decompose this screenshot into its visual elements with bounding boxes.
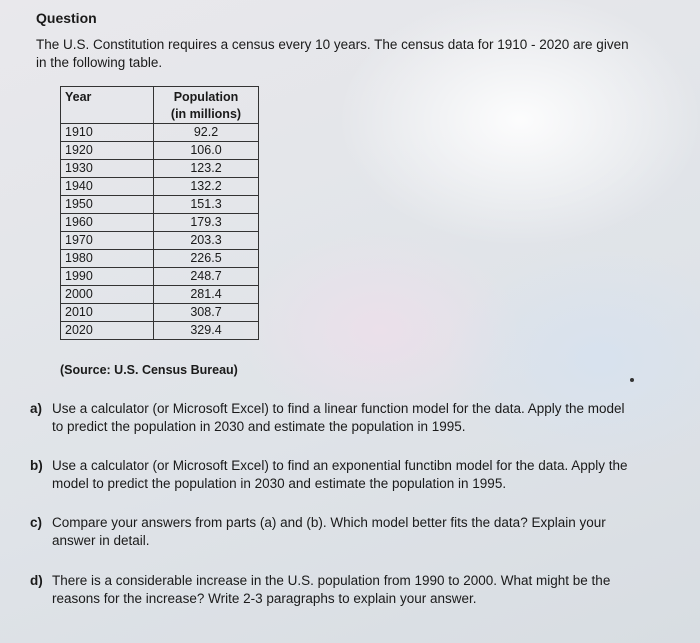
part-c-letter: c) (30, 515, 43, 530)
year-cell: 1960 (61, 214, 154, 232)
population-cell: 132.2 (154, 178, 259, 196)
question-intro: The U.S. Constitution requires a census every 10 years. The census data for 1910 - 2020 are given in the following table. (36, 37, 629, 70)
question-title: Question (36, 10, 97, 26)
table-row (61, 250, 259, 268)
population-header (154, 87, 259, 124)
population-cell: 248.7 (154, 268, 259, 286)
part-c (30, 514, 630, 550)
part-d-text: There is a considerable increase in the U.S. population from 1990 to 2000. What might be the reasons for the increase? Write 2-3 paragraphs to explain your answer. (52, 573, 611, 606)
table-row (61, 304, 259, 322)
population-header-line1: Population (173, 90, 239, 104)
part-b-text: Use a calculator (or Microsoft Excel) to find an exponential functibn model for the data. Apply the model to predict the population in 2030 and estimate the population in 1995. (52, 458, 628, 491)
table-source: (Source: U.S. Census Bureau) (60, 363, 238, 377)
part-c-text: Compare your answers from parts (a) and (b). Which model better fits the data? Explain your answer in detail. (52, 515, 606, 548)
population-cell: 226.5 (154, 250, 259, 268)
year-cell: 1930 (61, 160, 154, 178)
table-row (61, 124, 259, 142)
population-cell: 179.3 (154, 214, 259, 232)
table-row (61, 286, 259, 304)
year-cell: 1990 (61, 268, 154, 286)
population-cell: 329.4 (154, 322, 259, 340)
year-cell: 1920 (61, 142, 154, 160)
population-cell: 151.3 (154, 196, 259, 214)
year-cell: 1980 (61, 250, 154, 268)
population-cell: 281.4 (154, 286, 259, 304)
year-cell: 1910 (61, 124, 154, 142)
part-b-letter: b) (30, 458, 43, 473)
year-cell: 2020 (61, 322, 154, 340)
census-table (60, 86, 259, 340)
table-row (61, 142, 259, 160)
census-table-body (61, 124, 259, 340)
table-row (61, 214, 259, 232)
year-cell: 1970 (61, 232, 154, 250)
table-row (61, 268, 259, 286)
part-a-text: Use a calculator (or Microsoft Excel) to find a linear function model for the data. Apply the model to predict the population in 2030 and estimate the population in 1995. (52, 401, 625, 434)
stray-dot (630, 378, 634, 382)
year-header: Year (61, 87, 154, 124)
population-cell: 92.2 (154, 124, 259, 142)
table-row (61, 322, 259, 340)
year-cell: 2010 (61, 304, 154, 322)
part-a (30, 400, 630, 436)
table-row (61, 178, 259, 196)
year-cell: 2000 (61, 286, 154, 304)
year-cell: 1950 (61, 196, 154, 214)
population-cell: 123.2 (154, 160, 259, 178)
population-cell: 203.3 (154, 232, 259, 250)
population-header-line2: (in millions) (170, 107, 242, 121)
part-b (30, 457, 630, 493)
population-cell: 308.7 (154, 304, 259, 322)
table-header-row (61, 87, 259, 124)
table-row (61, 160, 259, 178)
year-cell: 1940 (61, 178, 154, 196)
table-row (61, 196, 259, 214)
population-cell: 106.0 (154, 142, 259, 160)
part-d (30, 572, 630, 608)
table-row (61, 232, 259, 250)
part-a-letter: a) (30, 401, 43, 416)
part-d-letter: d) (30, 573, 43, 588)
